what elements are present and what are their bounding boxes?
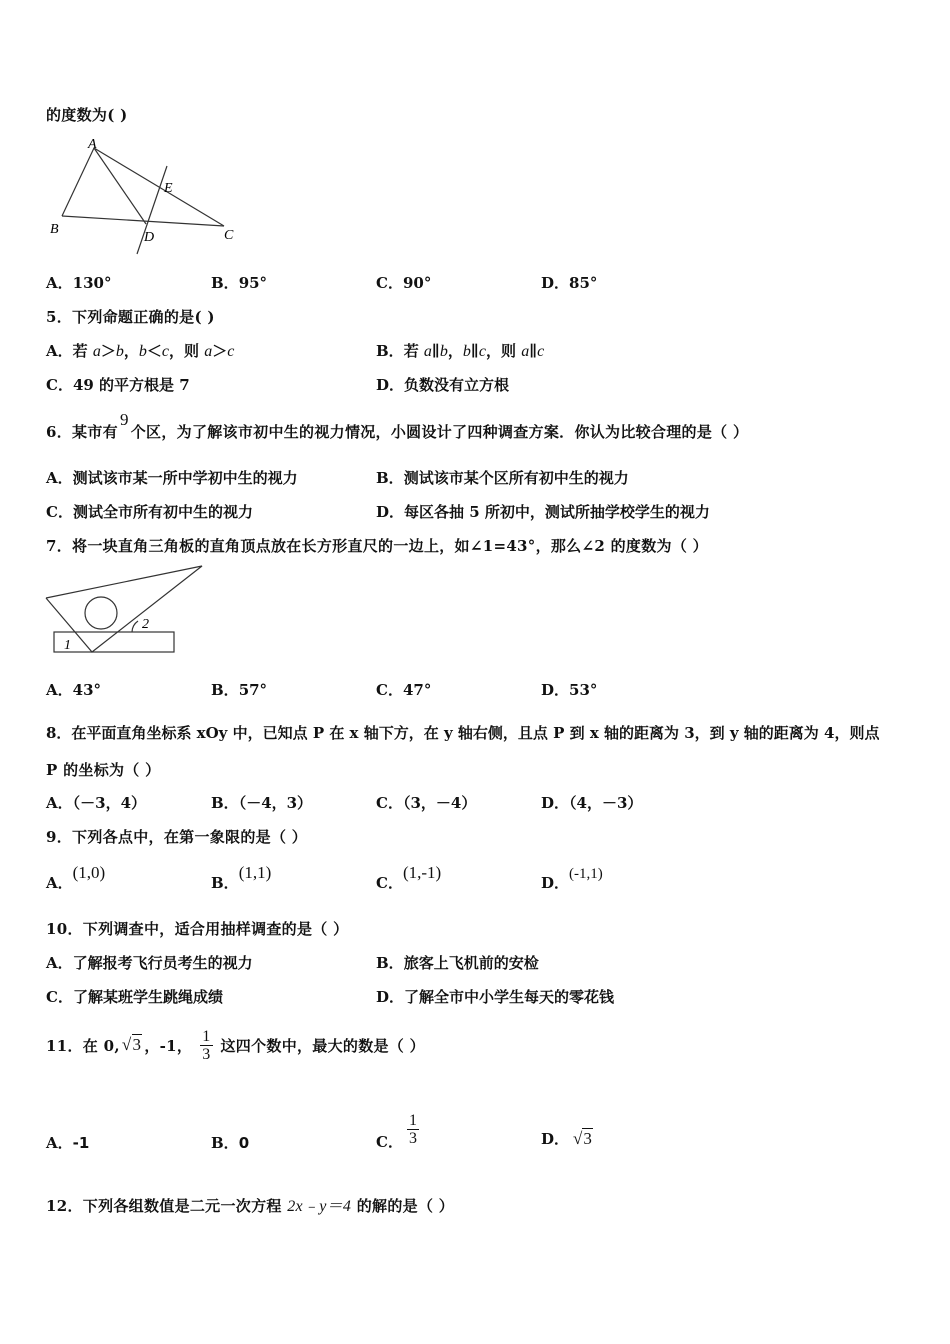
label-B: B bbox=[50, 222, 59, 237]
q9-stem: 9．下列各点中，在第一象限的是（ ） bbox=[46, 828, 308, 846]
q10-stem: 10．下列调查中，适合用抽样调查的是（ ） bbox=[46, 920, 349, 938]
segment-AB bbox=[62, 148, 94, 216]
q11-option-a[interactable]: A．-1 bbox=[46, 1134, 90, 1152]
q10-option-a[interactable]: A．了解报考飞行员考生的视力 bbox=[46, 954, 253, 972]
q4-stem-tail: 的度数为( ) bbox=[46, 106, 128, 124]
q6-option-d[interactable]: D．每区各抽 5 所初中，测试所抽学校学生的视力 bbox=[376, 503, 710, 521]
q9-option-d[interactable]: D．(-1,1) bbox=[541, 866, 603, 892]
label-D: D bbox=[144, 230, 155, 245]
q10-option-c[interactable]: C．了解某班学生跳绳成绩 bbox=[46, 988, 223, 1006]
q6-option-b[interactable]: B．测试该市某个区所有初中生的视力 bbox=[376, 469, 629, 487]
q7-option-a[interactable]: A．43° bbox=[46, 681, 102, 699]
q7-option-b[interactable]: B．57° bbox=[211, 681, 268, 699]
q4-option-c[interactable]: C．90° bbox=[376, 274, 432, 292]
label-A: A bbox=[88, 138, 97, 152]
q5-option-a[interactable]: A．若 a＞b，b＜c，则 a＞c bbox=[46, 342, 235, 360]
q11-stem: 11．在 0, √3 ，-1， $\frac{1}{3}$ 这四个数中，最大的数是（ ） bbox=[46, 1027, 425, 1063]
q5-option-d[interactable]: D．负数没有立方根 bbox=[376, 376, 510, 394]
segment-AC bbox=[94, 148, 224, 226]
set-square-hole bbox=[85, 597, 117, 629]
q5-option-c[interactable]: C．49 的平方根是 7 bbox=[46, 376, 190, 394]
angle-1-label: 1 bbox=[64, 638, 71, 653]
label-C: C bbox=[224, 228, 234, 243]
q11-option-c[interactable]: C． $\frac{1}{3}$ bbox=[376, 1111, 417, 1151]
q4-option-d[interactable]: D．85° bbox=[541, 274, 598, 292]
sqrt-3: √3 bbox=[121, 1035, 142, 1054]
q8-option-a[interactable]: A．（－3，4） bbox=[46, 794, 147, 812]
angle-2-arc bbox=[132, 621, 138, 632]
q10-option-d[interactable]: D．了解全市中小学生每天的零花钱 bbox=[376, 988, 615, 1006]
q8-option-c[interactable]: C．（3，－4） bbox=[376, 794, 477, 812]
q8-stem-line1: 8．在平面直角坐标系 xOy 中，已知点 P 在 x 轴下方，在 y 轴右侧，且点 P 到 x 轴的距离为 3，到 y 轴的距离为 4，则点 bbox=[46, 724, 880, 742]
q12-stem: 12．下列各组数值是二元一次方程 2x﹣y＝4 的解的是（ ） bbox=[46, 1197, 455, 1215]
label-E: E bbox=[164, 181, 173, 196]
q4-option-a[interactable]: A．130° bbox=[46, 274, 112, 292]
q11-option-b[interactable]: B．0 bbox=[211, 1134, 250, 1152]
q6-stem: 6．某市有9个区，为了解该市初中生的视力情况，小圆设计了四种调查方案．你认为比较合理的是（ ） bbox=[46, 410, 749, 441]
q9-option-c[interactable]: C．(1,-1) bbox=[376, 863, 442, 892]
q7-ruler-triangle-figure bbox=[40, 562, 210, 658]
q5-stem: 5．下列命题正确的是( ) bbox=[46, 308, 215, 326]
q9-option-b[interactable]: B．(1,1) bbox=[211, 863, 272, 892]
q10-option-b[interactable]: B．旅客上飞机前的安检 bbox=[376, 954, 539, 972]
q11-option-d[interactable]: D． √3 bbox=[541, 1129, 592, 1148]
q9-option-a[interactable]: A．(1,0) bbox=[46, 863, 106, 892]
q8-option-d[interactable]: D．（4，－3） bbox=[541, 794, 643, 812]
q6-option-c[interactable]: C．测试全市所有初中生的视力 bbox=[46, 503, 253, 521]
angle-2-label: 2 bbox=[142, 617, 149, 632]
q4-triangle-figure bbox=[44, 138, 244, 260]
q7-option-c[interactable]: C．47° bbox=[376, 681, 432, 699]
q7-stem: 7．将一块直角三角板的直角顶点放在长方形直尺的一边上，如∠1=43°，那么∠2 的度数为（ ） bbox=[46, 537, 708, 555]
q8-stem-line2: P 的坐标为（ ） bbox=[46, 761, 161, 779]
segment-AD bbox=[94, 148, 146, 224]
q8-option-b[interactable]: B．（－4，3） bbox=[211, 794, 313, 812]
q4-option-b[interactable]: B．95° bbox=[211, 274, 268, 292]
q6-option-a[interactable]: A．测试该市某一所中学初中生的视力 bbox=[46, 469, 298, 487]
q7-option-d[interactable]: D．53° bbox=[541, 681, 598, 699]
q5-option-b[interactable]: B．若 a∥b，b∥c，则 a∥c bbox=[376, 342, 545, 360]
fraction-one-third: $\frac{1}{3}$ bbox=[202, 1027, 211, 1063]
segment-BC bbox=[62, 216, 224, 226]
